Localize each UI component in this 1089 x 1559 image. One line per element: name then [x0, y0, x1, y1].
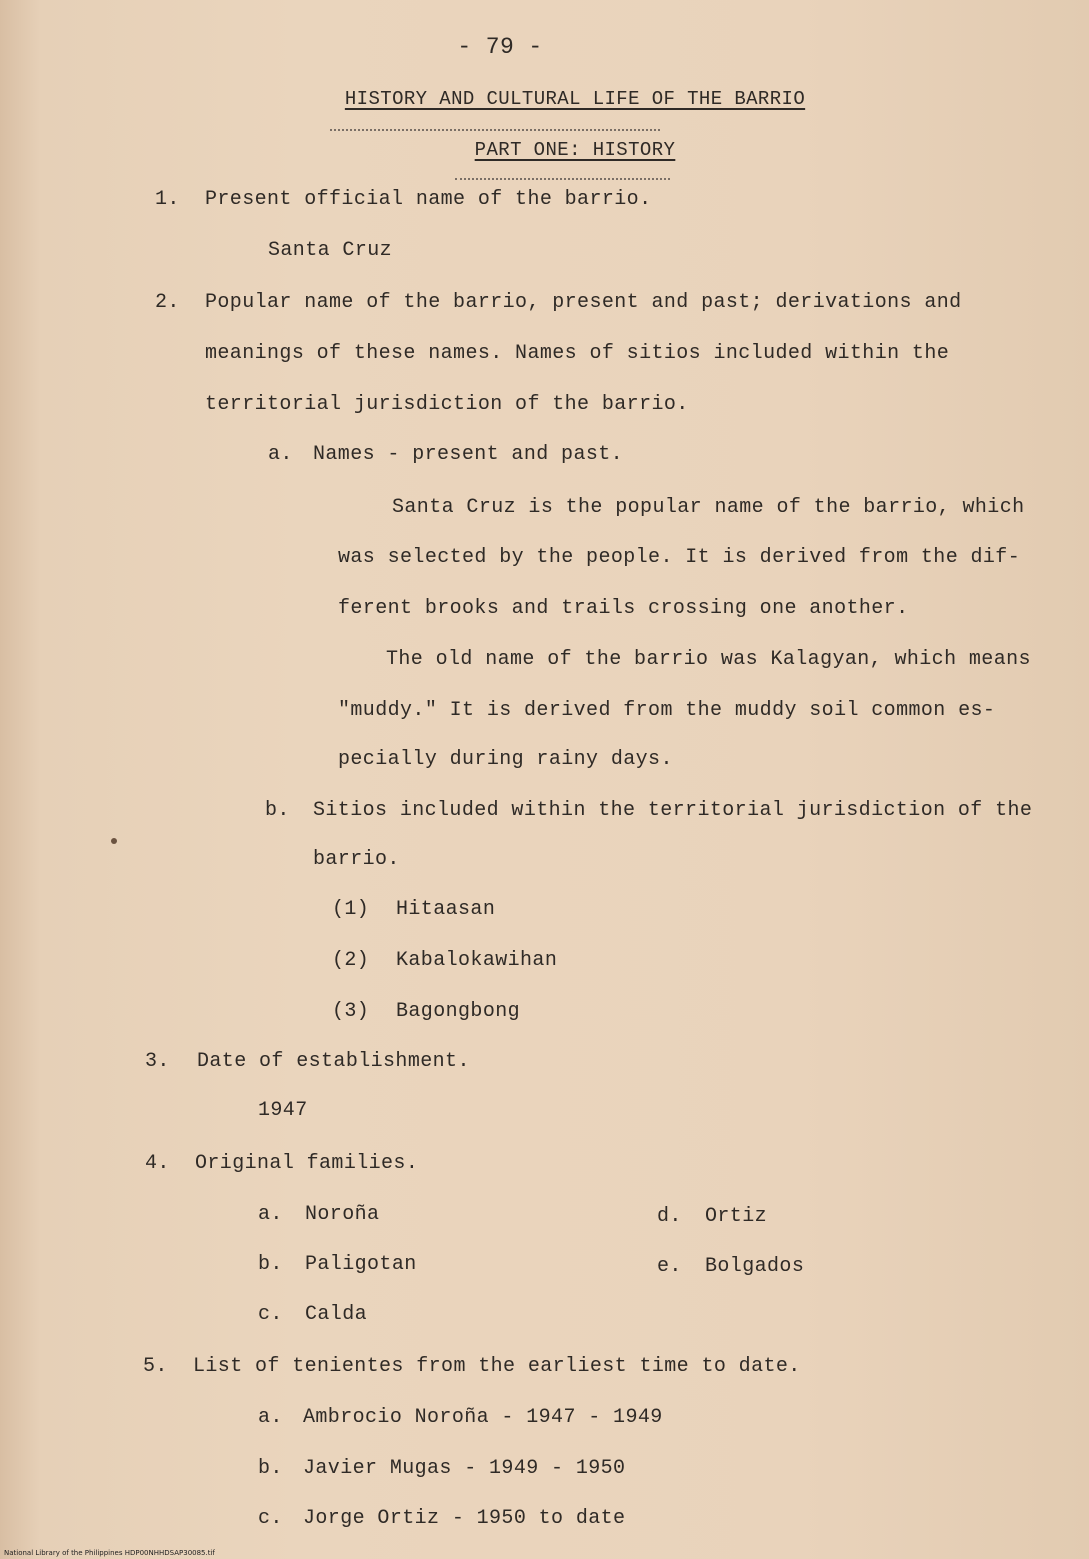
teniente-label: c.	[258, 1507, 283, 1530]
item-number: 4.	[145, 1152, 170, 1175]
sub-item-text: Names - present and past.	[313, 443, 624, 466]
sub-item-text: barrio.	[313, 848, 400, 871]
question-line: meanings of these names. Names of sitios included within the	[205, 342, 950, 365]
family-name: Noroña	[305, 1203, 380, 1226]
paragraph-line: pecially during rainy days.	[338, 748, 673, 771]
page-number: - 79 -	[457, 34, 543, 60]
answer-text: Santa Cruz	[268, 239, 393, 262]
family-label: b.	[258, 1253, 283, 1276]
answer-text: 1947	[258, 1099, 308, 1122]
family-name: Ortiz	[705, 1205, 768, 1228]
family-label: c.	[258, 1303, 283, 1326]
question-text: List of tenientes from the earliest time to date.	[193, 1355, 801, 1378]
family-label: d.	[657, 1205, 682, 1228]
teniente-label: b.	[258, 1457, 283, 1480]
sub-item-label: a.	[268, 443, 293, 466]
sub-item-label: b.	[265, 799, 290, 822]
paragraph-line: "muddy." It is derived from the muddy soil common es-	[338, 699, 996, 722]
sitio-name: Bagongbong	[396, 1000, 521, 1023]
question-line: Popular name of the barrio, present and past; derivations and	[205, 291, 962, 314]
scan-footer: National Library of the Philippines HDP00NHHDSAP30085.tif	[4, 1549, 215, 1557]
paragraph-line: ferent brooks and trails crossing one another.	[338, 597, 909, 620]
sitio-number: (2)	[332, 949, 370, 972]
family-name: Calda	[305, 1303, 368, 1326]
family-name: Paligotan	[305, 1253, 417, 1276]
item-number: 1.	[155, 188, 180, 211]
sitio-number: (3)	[332, 1000, 370, 1023]
family-name: Bolgados	[705, 1255, 805, 1278]
teniente-entry: Ambrocio Noroña - 1947 - 1949	[303, 1406, 663, 1429]
paragraph-line: was selected by the people. It is derived from the dif-	[338, 546, 1021, 569]
teniente-entry: Javier Mugas - 1949 - 1950	[303, 1457, 626, 1480]
family-label: a.	[258, 1203, 283, 1226]
sub-item-text: Sitios included within the territorial jurisdiction of the	[313, 799, 1033, 822]
item-number: 2.	[155, 291, 180, 314]
sitio-name: Kabalokawihan	[396, 949, 558, 972]
question-text: Date of establishment.	[197, 1050, 470, 1073]
paragraph-line: Santa Cruz is the popular name of the barrio, which	[392, 496, 1025, 519]
subtitle-dotted-rule	[455, 178, 670, 180]
title-dotted-rule	[330, 129, 660, 131]
document-subtitle: PART ONE: HISTORY	[474, 139, 676, 161]
paper-stain	[111, 838, 117, 844]
sitio-number: (1)	[332, 898, 370, 921]
question-text: Original families.	[195, 1152, 419, 1175]
item-number: 5.	[143, 1355, 168, 1378]
question-line: territorial jurisdiction of the barrio.	[205, 393, 689, 416]
document-title: HISTORY AND CULTURAL LIFE OF THE BARRIO	[344, 88, 806, 110]
paragraph-line: The old name of the barrio was Kalagyan, which means	[386, 648, 1031, 671]
sitio-name: Hitaasan	[396, 898, 496, 921]
teniente-label: a.	[258, 1406, 283, 1429]
teniente-entry: Jorge Ortiz - 1950 to date	[303, 1507, 626, 1530]
family-label: e.	[657, 1255, 682, 1278]
item-number: 3.	[145, 1050, 170, 1073]
question-text: Present official name of the barrio.	[205, 188, 652, 211]
